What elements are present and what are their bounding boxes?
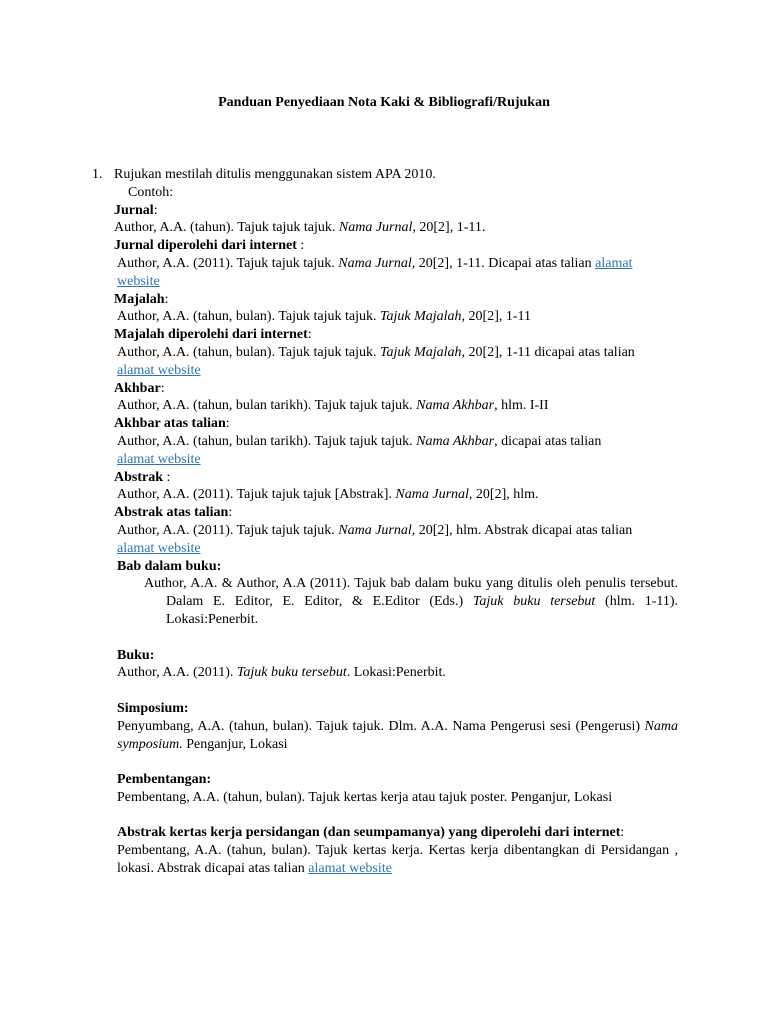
akhbar-italic: Nama Akhbar bbox=[416, 398, 495, 414]
jurnal-internet-link-website[interactable]: website bbox=[117, 273, 160, 289]
abstrak-pre: Author, A.A. (2011). Tajuk tajuk tajuk [Abstrak]. bbox=[117, 487, 396, 503]
abstrak-persidangan-heading bbox=[114, 824, 678, 842]
list-number: 1. bbox=[92, 167, 103, 182]
akhbar-heading bbox=[114, 380, 678, 398]
abstrak-heading-text: Abstrak bbox=[114, 469, 164, 485]
abstrak-talian-heading-text: Abstrak atas talian bbox=[114, 505, 229, 521]
abstrak-talian-italic: Nama Jurnal, bbox=[338, 522, 416, 538]
jurnal-heading-text: Jurnal bbox=[114, 202, 154, 218]
abstrak-persidangan-heading-text: Abstrak kertas kerja persidangan (dan seumpamanya) yang diperolehi dari internet bbox=[117, 825, 621, 841]
majalah-italic: Tajuk Majalah, bbox=[380, 309, 466, 325]
reference-list bbox=[114, 166, 678, 878]
abstrak-talian-pre: Author, A.A. (2011). Tajuk tajuk tajuk. bbox=[117, 522, 339, 538]
jurnal-internet-post: 20[2], 1-11. Dicapai atas talian bbox=[415, 255, 596, 271]
jurnal-heading bbox=[114, 202, 678, 220]
jurnal-internet-colon: : bbox=[296, 238, 305, 254]
majalah-internet-heading-text: Majalah diperolehi dari internet bbox=[114, 327, 308, 343]
pembentangan-heading: Pembentangan: bbox=[117, 772, 212, 788]
simposium-post: Penganjur, Lokasi bbox=[182, 736, 288, 752]
majalah-post: 20[2], 1-11 bbox=[465, 309, 532, 325]
abstrak-persidangan-link[interactable]: alamat website bbox=[308, 861, 392, 877]
bab-buku-post: (hlm. 1-11). Lokasi:Penerbit. bbox=[166, 594, 679, 627]
abstrak-talian-heading bbox=[114, 504, 678, 522]
abstrak-persidangan-colon: : bbox=[620, 825, 625, 841]
jurnal-internet-entry bbox=[114, 255, 678, 291]
abstrak-persidangan-text: Pembentang, A.A. (tahun, bulan). Tajuk kertas kerja. Kertas kerja dibentangkan di Persidangan , lokasi. Abstrak dicapai atas talian bbox=[117, 843, 678, 877]
majalah-pre: Author, A.A. (tahun, bulan). Tajuk tajuk tajuk. bbox=[117, 309, 380, 325]
bab-buku-italic: Tajuk buku tersebut bbox=[472, 594, 596, 610]
akhbar-heading-text: Akhbar bbox=[114, 380, 161, 396]
spacer bbox=[114, 807, 678, 825]
jurnal-entry bbox=[114, 219, 678, 237]
majalah-internet-entry bbox=[114, 344, 678, 380]
spacer bbox=[114, 682, 678, 700]
jurnal-internet-italic: Nama Jurnal, bbox=[338, 255, 416, 271]
akhbar-talian-entry bbox=[114, 433, 678, 469]
akhbar-talian-post: , dicapai atas talian bbox=[494, 433, 602, 449]
abstrak-entry bbox=[114, 486, 678, 504]
akhbar-pre: Author, A.A. (tahun, bulan tarikh). Tajuk tajuk tajuk. bbox=[117, 398, 417, 414]
page-title: Panduan Penyediaan Nota Kaki & Bibliografi/Rujukan bbox=[218, 95, 550, 110]
intro-text: Rujukan mestilah ditulis menggunakan sistem APA 2010. bbox=[114, 167, 436, 182]
abstrak-talian-entry bbox=[114, 522, 678, 558]
akhbar-colon: : bbox=[160, 380, 165, 396]
akhbar-talian-heading-text: Akhbar atas talian bbox=[114, 416, 226, 432]
abstrak-colon: : bbox=[163, 469, 171, 485]
pembentangan-entry: Pembentang, A.A. (tahun, bulan). Tajuk kertas kerja atau tajuk poster. Penganjur, Lokasi bbox=[117, 789, 613, 805]
abstrak-heading bbox=[114, 469, 678, 487]
majalah-heading-text: Majalah bbox=[114, 291, 165, 307]
spacer bbox=[114, 629, 678, 647]
simposium-entry bbox=[114, 718, 678, 754]
majalah-entry bbox=[114, 308, 678, 326]
bab-buku-heading: Bab dalam buku: bbox=[117, 558, 222, 574]
akhbar-talian-heading bbox=[114, 415, 678, 433]
bab-buku-entry bbox=[114, 575, 678, 628]
majalah-internet-colon: : bbox=[307, 327, 312, 343]
majalah-internet-heading bbox=[114, 326, 678, 344]
majalah-internet-pre: Author, A.A. (tahun, bulan). Tajuk tajuk tajuk. bbox=[117, 344, 380, 360]
akhbar-entry bbox=[114, 397, 678, 415]
akhbar-talian-colon: : bbox=[225, 416, 230, 432]
simposium-pre: Penyumbang, A.A. (tahun, bulan). Tajuk tajuk. Dlm. A.A. Nama Pengerusi sesi (Pengerusi) bbox=[117, 718, 645, 734]
jurnal-internet-link-alamat[interactable]: alamat bbox=[595, 255, 633, 271]
abstrak-persidangan-entry bbox=[114, 842, 678, 878]
majalah-colon: : bbox=[164, 291, 169, 307]
majalah-internet-link[interactable]: alamat website bbox=[117, 362, 201, 378]
abstrak-post: 20[2], hlm. bbox=[472, 487, 539, 503]
simposium-italic: Nama symposium. bbox=[117, 718, 678, 752]
jurnal-post: 20[2], 1-11. bbox=[415, 220, 486, 236]
jurnal-italic: Nama Jurnal, bbox=[338, 220, 416, 236]
buku-pre: Author, A.A. (2011). bbox=[117, 665, 237, 681]
majalah-heading bbox=[114, 291, 678, 309]
abstrak-talian-link[interactable]: alamat website bbox=[117, 540, 201, 556]
jurnal-colon: : bbox=[153, 202, 158, 218]
buku-heading: Buku: bbox=[117, 647, 155, 663]
akhbar-post: , hlm. I-II bbox=[494, 398, 549, 414]
abstrak-talian-colon: : bbox=[228, 505, 233, 521]
akhbar-talian-pre: Author, A.A. (tahun, bulan tarikh). Tajuk tajuk tajuk. bbox=[117, 433, 417, 449]
spacer bbox=[114, 753, 678, 771]
akhbar-talian-italic: Nama Akhbar bbox=[416, 433, 495, 449]
akhbar-talian-link[interactable]: alamat website bbox=[117, 451, 201, 467]
simposium-heading: Simposium: bbox=[117, 700, 189, 716]
abstrak-talian-post: 20[2], hlm. Abstrak dicapai atas talian bbox=[415, 522, 633, 538]
jurnal-internet-pre: Author, A.A. (2011). Tajuk tajuk tajuk. bbox=[117, 255, 339, 271]
buku-post: . Lokasi:Penerbit. bbox=[346, 665, 446, 681]
jurnal-internet-heading bbox=[114, 237, 678, 255]
bab-buku-pre: Author, A.A. & Author, A.A (2011). Tajuk bab dalam buku yang ditulis oleh penulis tersebut. Dalam E. Editor, E. Editor, & E.Editor (Eds.) bbox=[144, 576, 678, 610]
buku-entry bbox=[114, 664, 678, 682]
buku-italic: Tajuk buku tersebut bbox=[236, 665, 347, 681]
jurnal-pre: Author, A.A. (tahun). Tajuk tajuk tajuk. bbox=[114, 220, 339, 236]
abstrak-italic: Nama Jurnal, bbox=[395, 487, 473, 503]
contoh-label: Contoh: bbox=[128, 184, 174, 200]
majalah-internet-italic: Tajuk Majalah, bbox=[380, 344, 466, 360]
majalah-internet-post: 20[2], 1-11 dicapai atas talian bbox=[465, 344, 635, 360]
jurnal-internet-heading-text: Jurnal diperolehi dari internet bbox=[114, 238, 297, 254]
